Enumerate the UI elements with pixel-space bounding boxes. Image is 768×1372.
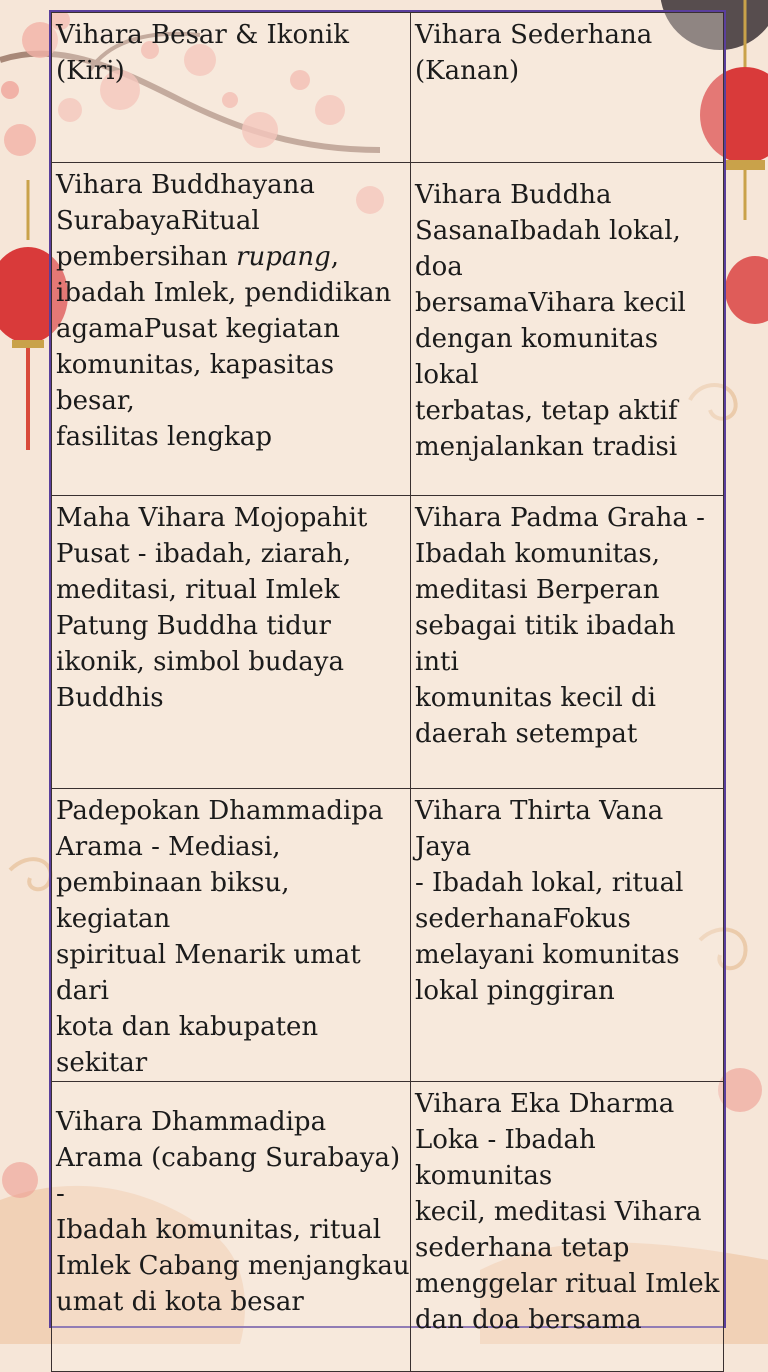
- right-cell: Vihara Padma Graha - Ibadah komunitas, meditasi Berperan sebagai titik ibadah inti komunitas kecil di daerah setempat: [411, 496, 724, 789]
- left-cell: Vihara Buddhayana SurabayaRitual pembersihan rupang, ibadah Imlek, pendidikan agamaPusat kegiatan komunitas, kapasitas besar, fasilitas lengkap: [52, 163, 411, 496]
- header-right-cell: Vihara Sederhana (Kanan): [411, 13, 724, 163]
- left-cell: Maha Vihara Mojopahit Pusat - ibadah, ziarah, meditasi, ritual Imlek Patung Buddha tidur ikonik, simbol budaya Buddhis: [52, 496, 411, 789]
- table-row: [52, 1082, 724, 1372]
- table-row: [52, 496, 724, 789]
- right-cell: Vihara Buddha SasanaIbadah lokal, doa bersamaVihara kecil dengan komunitas lokal terbatas, tetap aktif menjalankan tradisi: [411, 163, 724, 496]
- right-cell: Vihara Eka Dharma Loka - Ibadah komunitas kecil, meditasi Vihara sederhana tetap menggelar ritual Imlek dan doa bersama: [411, 1082, 724, 1372]
- table-row: [52, 163, 724, 496]
- table-header-row: [52, 13, 724, 163]
- right-cell: Vihara Thirta Vana Jaya - Ibadah lokal, ritual sederhanaFokus melayani komunitas lokal pinggiran: [411, 789, 724, 1082]
- left-cell: Vihara Dhammadipa Arama (cabang Surabaya) - Ibadah komunitas, ritual Imlek Cabang menjangkau umat di kota besar: [52, 1082, 411, 1372]
- header-left-cell: Vihara Besar & Ikonik (Kiri): [52, 13, 411, 163]
- left-cell: Padepokan Dhammadipa Arama - Mediasi, pembinaan biksu, kegiatan spiritual Menarik umat dari kota dan kabupaten sekitar: [52, 789, 411, 1082]
- vihara-comparison-table: [49, 10, 726, 1335]
- table-row: [52, 789, 724, 1082]
